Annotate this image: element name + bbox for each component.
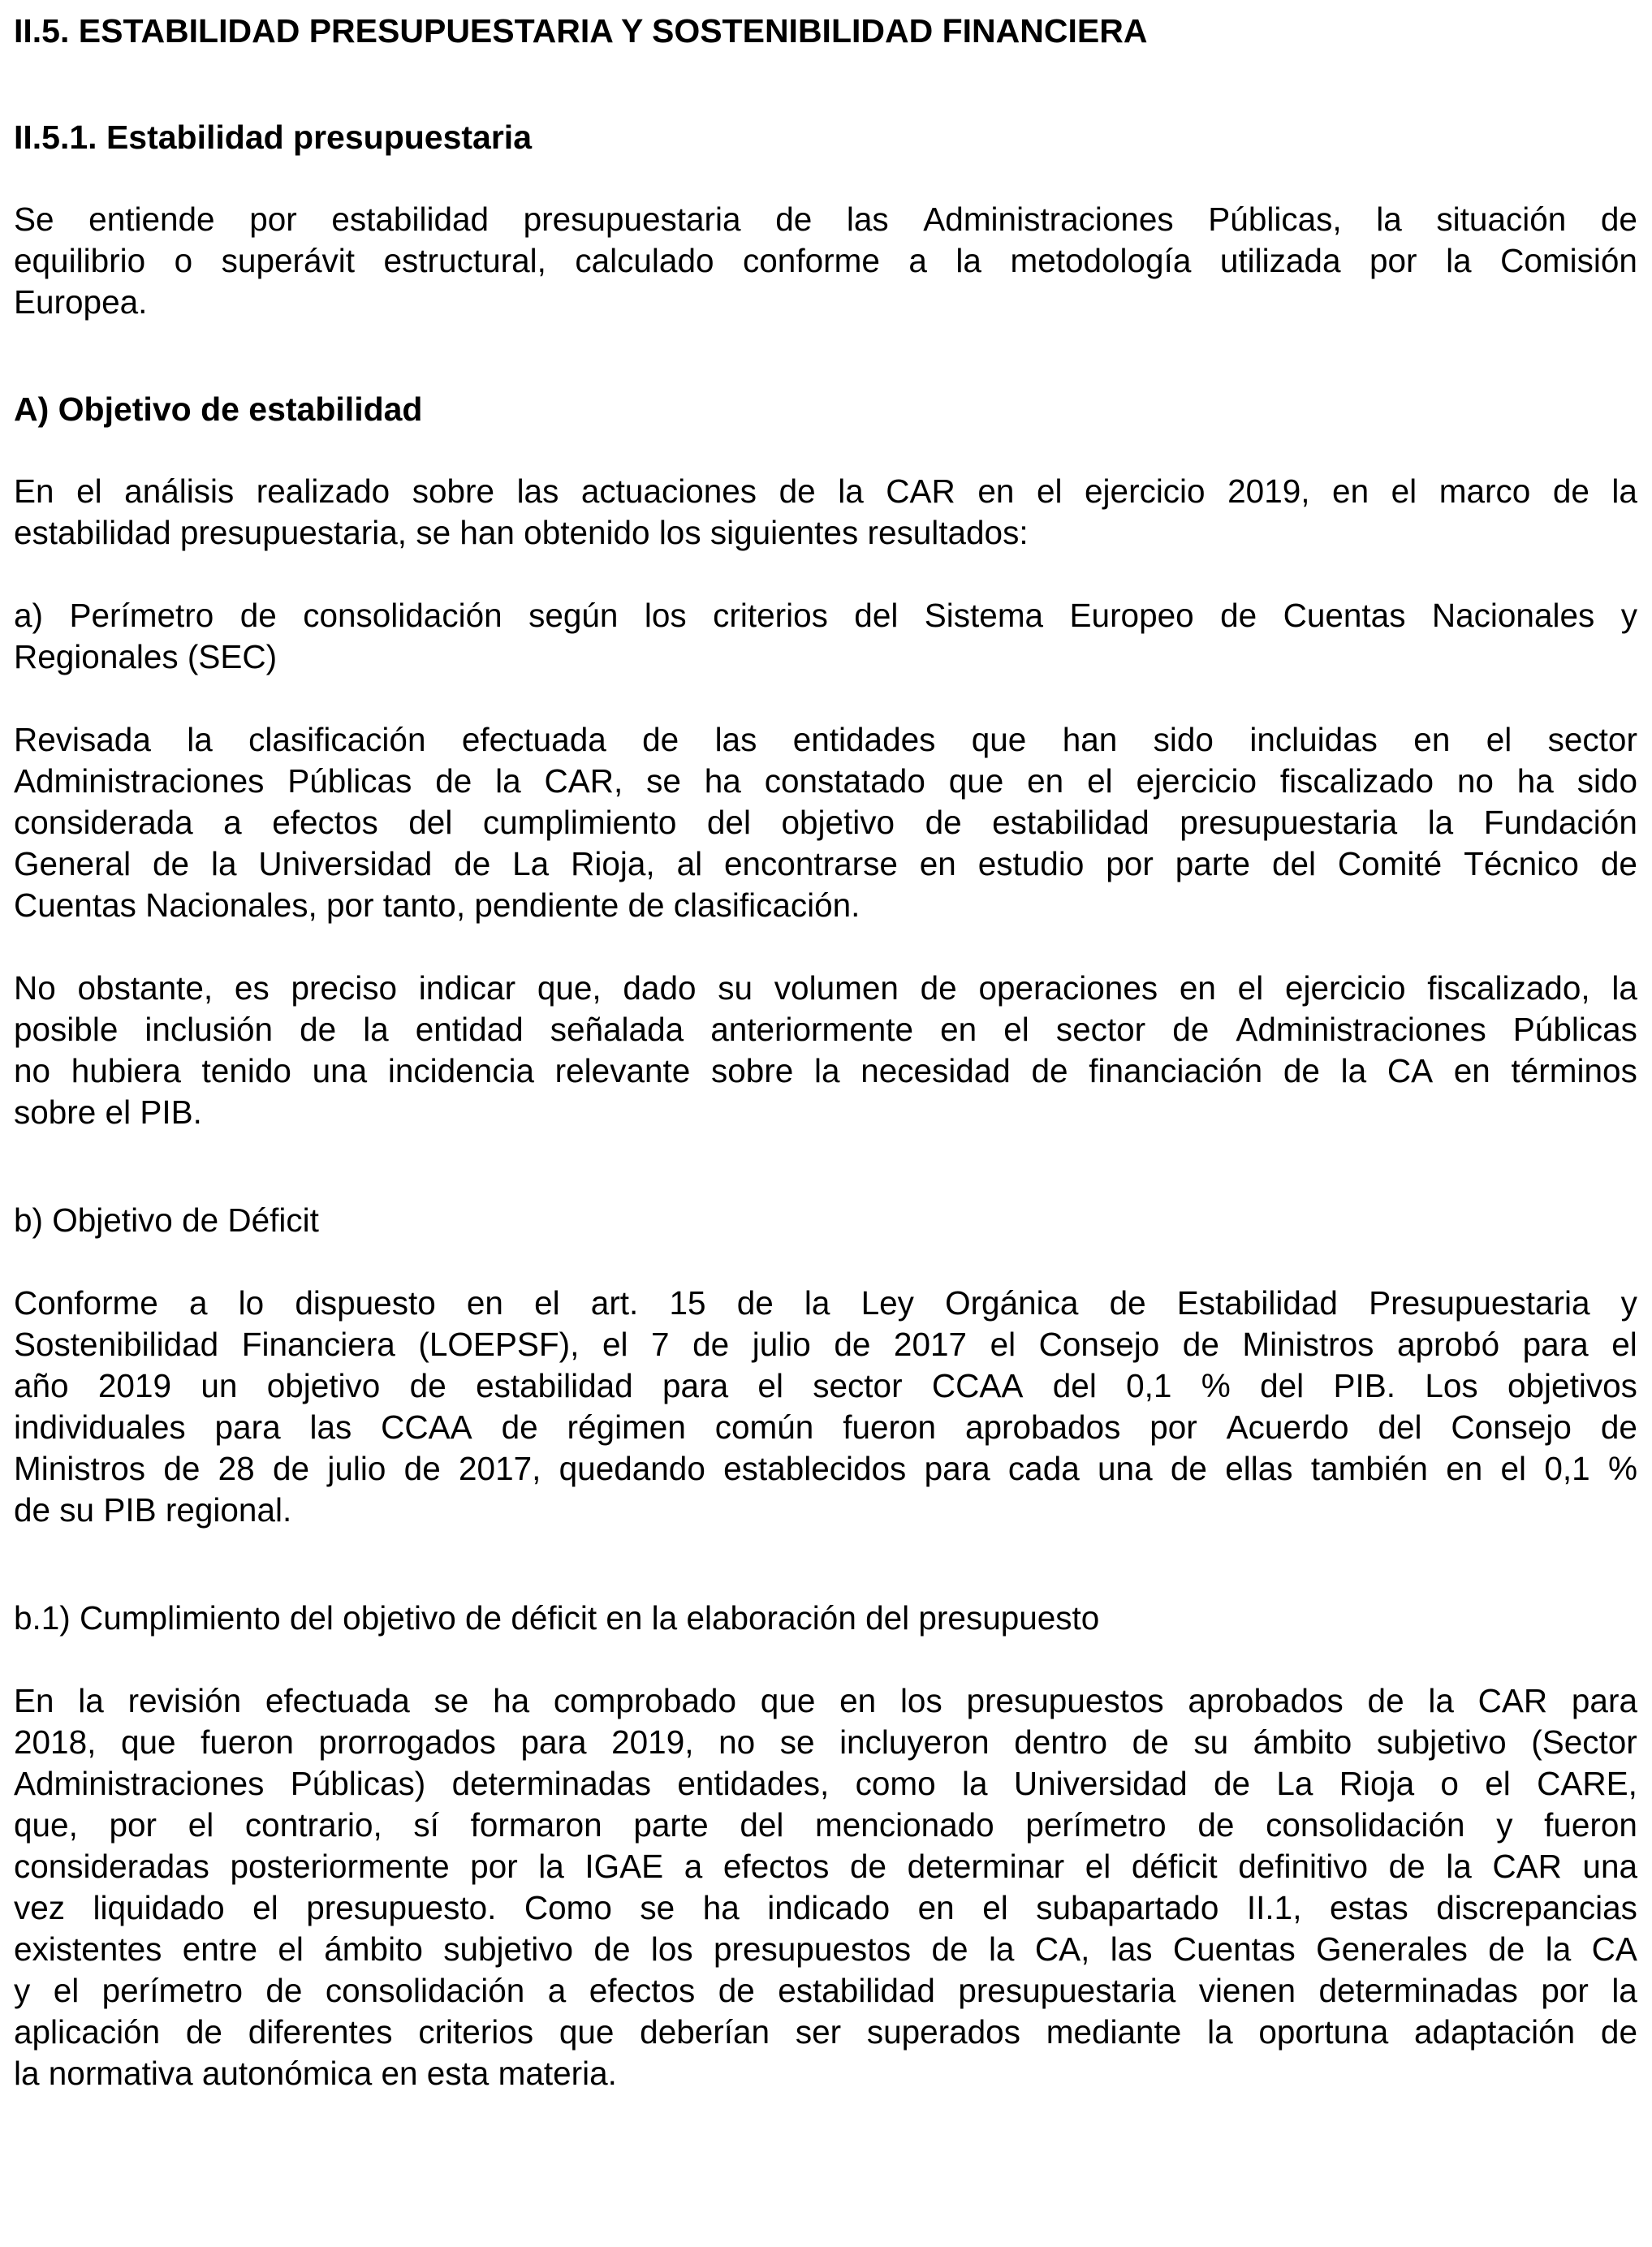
paragraph-line: Ministros de 28 de julio de 2017, quedando establecidos para cada una de ellas también en el 0,1 % (14, 1450, 1637, 1487)
paragraph-line: Administraciones Públicas de la CAR, se ha constatado que en el ejercicio fiscalizado no ha sido (14, 762, 1637, 800)
paragraph-definition (14, 199, 1637, 323)
paragraph-line: y el perímetro de consolidación a efectos de estabilidad presupuestaria vienen determinadas por la (14, 1972, 1637, 2009)
paragraph-line: Sostenibilidad Financiera (LOEPSF), el 7 de julio de 2017 el Consejo de Ministros aprobó para el (14, 1326, 1637, 1363)
paragraph-notwithstanding (14, 968, 1637, 1133)
deficit-objective-heading: b) Objetivo de Déficit (14, 1201, 319, 1239)
paragraph-line: considerada a efectos del cumplimiento del objetivo de estabilidad presupuestaria la Fundación (14, 804, 1637, 841)
paragraph-perimeter-heading (14, 595, 1637, 678)
paragraph-line: equilibrio o superávit estructural, calculado conforme a la metodología utilizada por la Comisión (14, 242, 1637, 279)
paragraph-line: Conforme a lo dispuesto en el art. 15 de la Ley Orgánica de Estabilidad Presupuestaria y (14, 1284, 1637, 1322)
paragraph-line: En el análisis realizado sobre las actuaciones de la CAR en el ejercicio 2019, en el marco de la (14, 472, 1637, 510)
paragraph-line: En la revisión efectuada se ha comprobado que en los presupuestos aprobados de la CAR para (14, 1682, 1637, 1719)
paragraph-line: vez liquidado el presupuesto. Como se ha indicado en el subapartado II.1, estas discrepancias (14, 1889, 1637, 1926)
paragraph-line: estabilidad presupuestaria, se han obtenido los siguientes resultados: (14, 514, 1029, 551)
paragraph-line: no hubiera tenido una incidencia relevante sobre la necesidad de financiación de la CA en términos (14, 1052, 1637, 1089)
paragraph-line: consideradas posteriormente por la IGAE a efectos de determinar el déficit definitivo de la CAR una (14, 1848, 1637, 1885)
paragraph-analysis (14, 471, 1637, 554)
paragraph-loepsf (14, 1283, 1637, 1531)
paragraph-line: aplicación de diferentes criterios que deberían ser superados mediante la oportuna adaptación de (14, 2013, 1637, 2051)
subsection-heading: II.5.1. Estabilidad presupuestaria (14, 119, 533, 156)
paragraph-line: General de la Universidad de La Rioja, al encontrarse en estudio por parte del Comité Técnico de (14, 845, 1637, 882)
paragraph-line: año 2019 un objetivo de estabilidad para el sector CCAA del 0,1 % del PIB. Los objetivos (14, 1367, 1637, 1404)
section-heading: II.5. ESTABILIDAD PRESUPUESTARIA Y SOSTENIBILIDAD FINANCIERA (14, 12, 1148, 50)
paragraph-line: que, por el contrario, sí formaron parte del mencionado perímetro de consolidación y fueron (14, 1806, 1637, 1844)
paragraph-line: la normativa autonómica en esta materia. (14, 2055, 617, 2092)
paragraph-line: No obstante, es preciso indicar que, dado su volumen de operaciones en el ejercicio fiscalizado, la (14, 969, 1637, 1007)
paragraph-review (14, 1680, 1637, 2094)
paragraph-classification (14, 719, 1637, 926)
paragraph-line: Revisada la clasificación efectuada de las entidades que han sido incluidas en el sector (14, 721, 1637, 758)
paragraph-line: de su PIB regional. (14, 1491, 292, 1529)
paragraph-line: 2018, que fueron prorrogados para 2019, no se incluyeron dentro de su ámbito subjetivo (Sector (14, 1723, 1637, 1761)
paragraph-line: individuales para las CCAA de régimen común fueron aprobados por Acuerdo del Consejo de (14, 1408, 1637, 1446)
paragraph-line: Regionales (SEC) (14, 638, 278, 675)
paragraph-line: a) Perímetro de consolidación según los criterios del Sistema Europeo de Cuentas Nacionales y (14, 597, 1637, 634)
objective-heading: A) Objetivo de estabilidad (14, 390, 423, 428)
paragraph-line: posible inclusión de la entidad señalada anteriormente en el sector de Administraciones Públicas (14, 1011, 1637, 1048)
deficit-compliance-heading: b.1) Cumplimiento del objetivo de déficit en la elaboración del presupuesto (14, 1599, 1100, 1637)
paragraph-line: Se entiende por estabilidad presupuestaria de las Administraciones Públicas, la situación de (14, 201, 1637, 238)
paragraph-line: Cuentas Nacionales, por tanto, pendiente de clasificación. (14, 886, 861, 924)
paragraph-line: Europea. (14, 283, 148, 321)
paragraph-line: Administraciones Públicas) determinadas entidades, como la Universidad de La Rioja o el CARE, (14, 1765, 1637, 1802)
paragraph-line: existentes entre el ámbito subjetivo de los presupuestos de la CA, las Cuentas Generales de la CA (14, 1930, 1637, 1968)
paragraph-line: sobre el PIB. (14, 1093, 202, 1131)
